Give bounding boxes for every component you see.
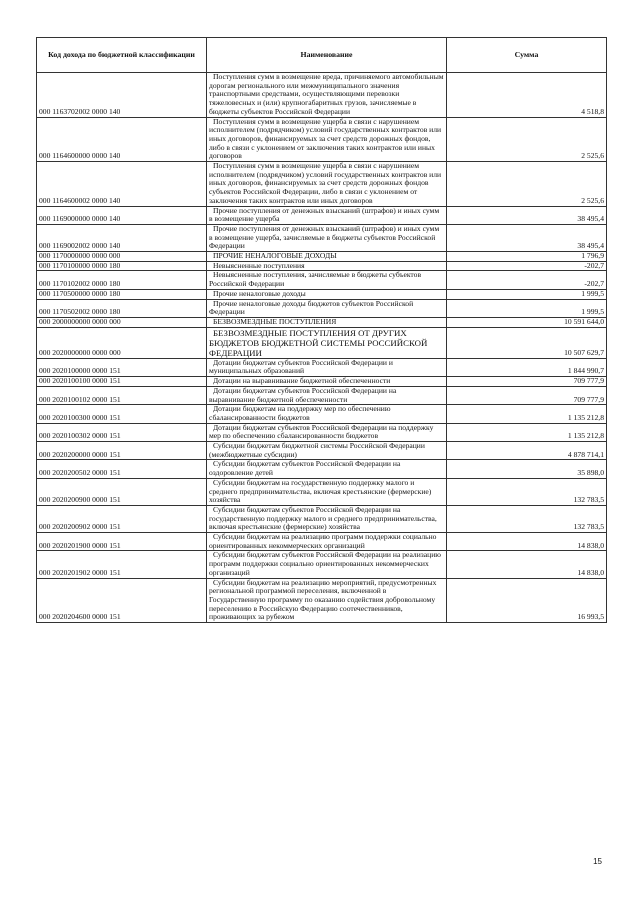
row-sum: 709 777,9 (447, 377, 607, 387)
table-row (37, 442, 607, 460)
page-number: 15 (593, 857, 602, 866)
row-name: Поступления сумм в возмещение вреда, причиняемого автомобильным дорогам регионального или межмуниципального значения транспортными средствами, осуществляющими перевозки тяжеловесных и (или) крупногабаритных грузов, зачисляемые в бюджеты субъектов Российской Федерации (207, 73, 447, 118)
row-name: Прочие поступления от денежных взысканий (штрафов) и иных сумм в возмещение ущерба, зачисляемые в бюджеты субъектов Российской Федерации (207, 224, 447, 251)
row-sum: 10 507 629,7 (447, 327, 607, 358)
row-code: 000 2020201902 0000 151 (37, 551, 207, 578)
row-name: Дотации на выравнивание бюджетной обеспеченности (207, 377, 447, 387)
row-sum: 4 878 714,1 (447, 442, 607, 460)
row-sum: 709 777,9 (447, 386, 607, 404)
row-sum: 38 495,4 (447, 206, 607, 224)
row-sum: 14 838,0 (447, 533, 607, 551)
row-code: 000 2020100102 0000 151 (37, 386, 207, 404)
table-row (37, 423, 607, 441)
table-row (37, 317, 607, 327)
row-code: 000 2020204600 0000 151 (37, 578, 207, 623)
table-row (37, 73, 607, 118)
table-row (37, 377, 607, 387)
row-sum: 1 999,5 (447, 299, 607, 317)
row-code: 000 2020100302 0000 151 (37, 423, 207, 441)
row-sum: 2 525,6 (447, 162, 607, 207)
header-row (37, 38, 607, 73)
row-name: Невыясненные поступления (207, 261, 447, 271)
row-code: 000 1170500000 0000 180 (37, 289, 207, 299)
table-row (37, 117, 607, 162)
row-sum: 1 844 990,7 (447, 358, 607, 376)
row-name: БЕЗВОЗМЕЗДНЫЕ ПОСТУПЛЕНИЯ (207, 317, 447, 327)
row-code: 000 2020100300 0000 151 (37, 405, 207, 423)
header-sum: Сумма (447, 38, 607, 73)
row-code: 000 1170000000 0000 000 (37, 252, 207, 262)
header-name: Наименование (207, 38, 447, 73)
row-sum: 1 135 212,8 (447, 405, 607, 423)
row-code: 000 2020200000 0000 151 (37, 442, 207, 460)
row-name: Субсидии бюджетам субъектов Российской Федерации на оздоровление детей (207, 460, 447, 478)
row-name: Дотации бюджетам на поддержку мер по обеспечению сбалансированности бюджетов (207, 405, 447, 423)
row-code: 000 2000000000 0000 000 (37, 317, 207, 327)
table-row (37, 405, 607, 423)
row-sum: 16 993,5 (447, 578, 607, 623)
row-sum: 1 135 212,8 (447, 423, 607, 441)
row-name: ПРОЧИЕ НЕНАЛОГОВЫЕ ДОХОДЫ (207, 252, 447, 262)
table-row (37, 327, 607, 358)
row-name: Дотации бюджетам субъектов Российской Федерации на поддержку мер по обеспечению сбалансированности бюджетов (207, 423, 447, 441)
table-row (37, 533, 607, 551)
table-row (37, 460, 607, 478)
row-sum: 14 838,0 (447, 551, 607, 578)
row-name: Прочие неналоговые доходы (207, 289, 447, 299)
row-name: БЕЗВОЗМЕЗДНЫЕ ПОСТУПЛЕНИЯ ОТ ДРУГИХ БЮДЖЕТОВ БЮДЖЕТНОЙ СИСТЕМЫ РОССИЙСКОЙ ФЕДЕРАЦИИ (207, 327, 447, 358)
table-row (37, 206, 607, 224)
row-code: 000 1170102002 0000 180 (37, 271, 207, 289)
row-name: Дотации бюджетам субъектов Российской Федерации и муниципальных образований (207, 358, 447, 376)
row-sum: 4 518,8 (447, 73, 607, 118)
table-header (37, 38, 607, 73)
row-name: Прочие поступления от денежных взысканий (штрафов) и иных сумм в возмещение ущерба (207, 206, 447, 224)
row-sum: -202,7 (447, 261, 607, 271)
row-name: Субсидии бюджетам на государственную поддержку малого и среднего предпринимательства, включая крестьянские (фермерские) хозяйства (207, 478, 447, 505)
row-name: Субсидии бюджетам на реализацию мероприятий, предусмотренных региональной программой переселения, включенной в Государственную программу по оказанию содействия добровольному переселению в Российскую Федерацию соотечественников, проживающих за рубежом (207, 578, 447, 623)
revenue-table (36, 37, 607, 623)
row-sum: 10 591 644,0 (447, 317, 607, 327)
row-code: 000 1163702002 0000 140 (37, 73, 207, 118)
table-row (37, 505, 607, 532)
table-body (37, 73, 607, 623)
row-sum: 38 495,4 (447, 224, 607, 251)
row-code: 000 1170502002 0000 180 (37, 299, 207, 317)
row-sum: 132 783,5 (447, 478, 607, 505)
row-sum: 2 525,6 (447, 117, 607, 162)
row-code: 000 2020200502 0000 151 (37, 460, 207, 478)
row-name: Субсидии бюджетам на реализацию программ поддержки социально ориентированных некоммерческих организаций (207, 533, 447, 551)
table-row (37, 478, 607, 505)
row-sum: 1 796,9 (447, 252, 607, 262)
table-row (37, 386, 607, 404)
row-code: 000 2020100000 0000 151 (37, 358, 207, 376)
row-name: Субсидии бюджетам субъектов Российской Федерации на реализацию программ поддержки социально ориентированных некоммерческих организаций (207, 551, 447, 578)
row-code: 000 1170100000 0000 180 (37, 261, 207, 271)
table-row (37, 299, 607, 317)
row-name: Субсидии бюджетам субъектов Российской Федерации на государственную поддержку малого и среднего предпринимательства, включая крестьянские (фермерские) хозяйства (207, 505, 447, 532)
row-code: 000 2020201900 0000 151 (37, 533, 207, 551)
row-code: 000 1164600002 0000 140 (37, 162, 207, 207)
row-name: Поступления сумм в возмещение ущерба в связи с нарушением исполнителем (подрядчиком) условий государственных контрактов или иных договоров, финансируемых за счет средств дорожных фондов субъектов Российской Федерации, либо в связи с уклонением от заключения таких контрактов или иных договоров (207, 162, 447, 207)
row-sum: 132 783,5 (447, 505, 607, 532)
row-name: Невыясненные поступления, зачисляемые в бюджеты субъектов Российской Федерации (207, 271, 447, 289)
row-code: 000 1169002002 0000 140 (37, 224, 207, 251)
row-name: Дотации бюджетам субъектов Российской Федерации на выравнивание бюджетной обеспеченности (207, 386, 447, 404)
table-row (37, 224, 607, 251)
row-name: Субсидии бюджетам бюджетной системы Российской Федерации (межбюджетные субсидии) (207, 442, 447, 460)
table-row (37, 162, 607, 207)
row-code: 000 1164600000 0000 140 (37, 117, 207, 162)
table-row (37, 551, 607, 578)
table-row (37, 289, 607, 299)
row-code: 000 2020100100 0000 151 (37, 377, 207, 387)
table-row (37, 358, 607, 376)
row-name: Прочие неналоговые доходы бюджетов субъектов Российской Федерации (207, 299, 447, 317)
header-code: Код дохода по бюджетной классификации (37, 38, 207, 73)
row-name: Поступления сумм в возмещение ущерба в связи с нарушением исполнителем (подрядчиком) условий государственных контрактов или иных договоров, финансируемых за счет средств дорожных фондов, либо в связи с уклонением от заключения таких контрактов или иных договоров (207, 117, 447, 162)
row-code: 000 2020000000 0000 000 (37, 327, 207, 358)
row-code: 000 1169000000 0000 140 (37, 206, 207, 224)
row-sum: -202,7 (447, 271, 607, 289)
row-code: 000 2020200902 0000 151 (37, 505, 207, 532)
row-sum: 35 898,0 (447, 460, 607, 478)
table-row (37, 578, 607, 623)
row-sum: 1 999,5 (447, 289, 607, 299)
table-row (37, 252, 607, 262)
row-code: 000 2020200900 0000 151 (37, 478, 207, 505)
table-row (37, 271, 607, 289)
